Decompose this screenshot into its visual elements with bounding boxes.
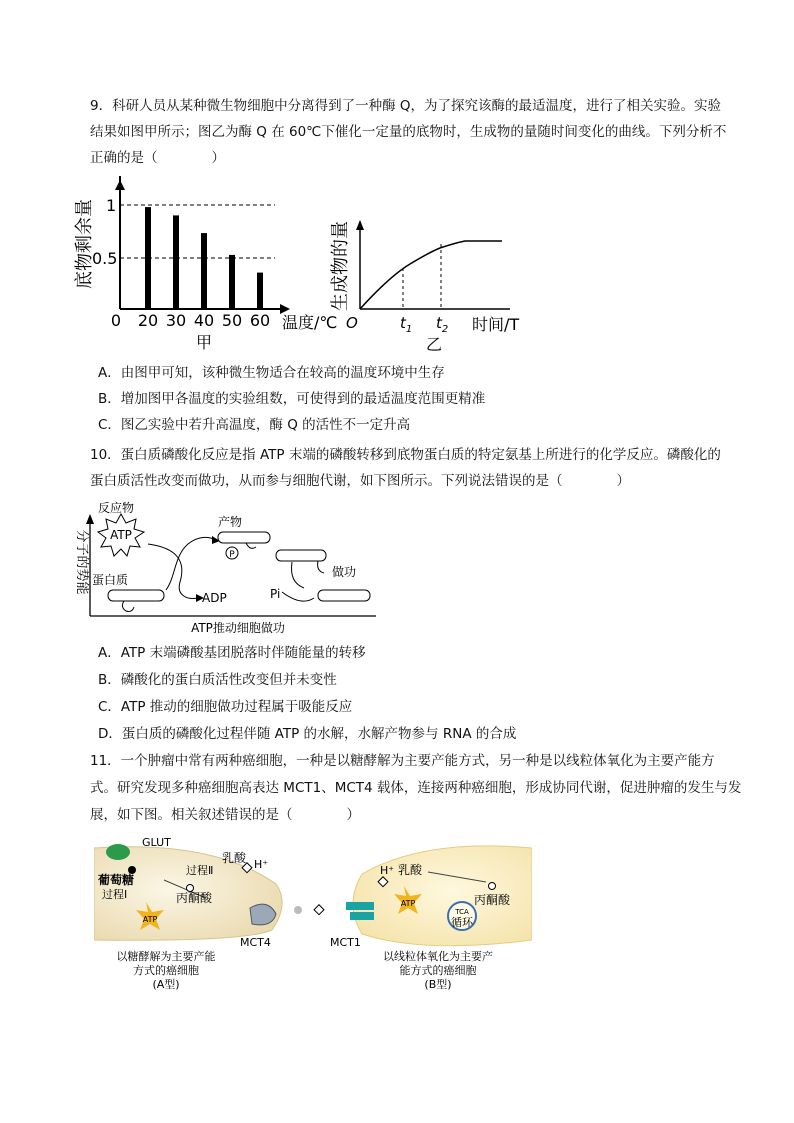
x-tick-40: 40 (193, 311, 215, 330)
y-axis-label: 底物剩余量 (74, 199, 95, 289)
product-label: 产物 (218, 515, 243, 529)
atp-a-label: ATP (142, 915, 158, 924)
x-tick-labels (111, 311, 270, 330)
protein-tail-icon (122, 601, 134, 612)
product-curve (360, 241, 502, 309)
t1-label: $t_1$ (400, 314, 413, 335)
tumor-cells-diagram (94, 834, 532, 996)
protein-hook-icon (246, 543, 256, 548)
extracellular-lactate-icon (314, 905, 324, 915)
work-arrow (292, 562, 305, 588)
q11-stem-line-1: 11．一个肿瘤中常有两种癌细胞，一种是以糖酵解为主要产能方式，另一种是以线粒体氧化为主要产能方 (90, 753, 715, 769)
origin-label: O (346, 314, 358, 332)
q10-option-d[interactable]: D．蛋白质的磷酸化过程伴随 ATP 的水解，水解产物参与 RNA 的合成 (98, 726, 517, 742)
y-axis-arrow (115, 180, 125, 190)
working-protein-icon (276, 550, 326, 561)
cycle-label: 循环 (451, 916, 473, 929)
lactate-a-label: 乳酸 (222, 851, 247, 865)
x-tick-30: 30 (165, 311, 187, 330)
caption-a-line-3: (A型) (152, 978, 180, 991)
phosphorylated-protein-icon (218, 532, 270, 543)
x-tick-20: 20 (137, 311, 159, 330)
bar-60 (257, 273, 263, 309)
potential-axis-label: 分子的势能 (74, 529, 89, 595)
x-tick-50: 50 (221, 311, 243, 330)
q10-option-c[interactable]: C．ATP 推动的细胞做功过程属于吸能反应 (98, 699, 353, 715)
potential-axis-arrow (86, 514, 94, 524)
mct1-transporter-icon-2 (350, 912, 374, 920)
q10-option-b[interactable]: B．磷酸化的蛋白质活性改变但并未变性 (98, 672, 337, 688)
final-protein-icon (318, 590, 370, 601)
caption-a-line-1: 以糖酵解为主要产能 (116, 950, 216, 963)
figure-caption-jia: 甲 (195, 333, 213, 352)
mct4-label: MCT4 (240, 936, 271, 949)
bar-30 (173, 215, 179, 309)
figure-yi-curve (330, 176, 540, 356)
q11-stem-line-2: 式。研究发现多种癌细胞高表达 MCT1、MCT4 载体，连接两种癌细胞，形成协同代谢，促进肿瘤的发生与发 (90, 780, 742, 796)
atp-work-diagram (68, 496, 388, 636)
hplus-b-label: H⁺ (380, 864, 395, 877)
lactate-b-label: 乳酸 (398, 863, 423, 877)
q9-option-b[interactable]: B．增加图甲各温度的实验组数，可使得到的最适温度范围更精准 (98, 391, 486, 407)
x-axis-label: 温度/℃ (282, 313, 338, 332)
figure-caption-atp: ATP推动细胞做功 (191, 621, 285, 635)
pyruvate-b-label: 丙酮酸 (474, 893, 511, 907)
q9-option-c[interactable]: C．图乙实验中若升高温度，酶 Q 的活性不一定升高 (98, 417, 411, 433)
process-1-label: 过程Ⅰ (102, 888, 128, 901)
figure-caption-yi: 乙 (425, 335, 443, 354)
pi-arrow (282, 592, 314, 601)
atp-label: ATP (110, 528, 132, 542)
pi-label: Pi (270, 587, 281, 601)
tca-label: TCA (455, 908, 469, 916)
q9-option-a[interactable]: A．由图甲可知，该种微生物适合在较高的温度环境中生存 (98, 365, 445, 381)
q11-stem-line-3: 展，如下图。相关叙述错误的是（ ） (90, 807, 360, 823)
pyruvate-b-icon (489, 883, 496, 890)
yi-x-axis-label: 时间/T (472, 315, 520, 334)
protein-label: 蛋白质 (92, 573, 129, 587)
x-tick-60: 60 (249, 311, 271, 330)
pyruvate-a-label: 丙酮酸 (176, 891, 213, 905)
q10-stem-line-1: 10．蛋白质磷酸化反应是指 ATP 末端的磷酸转移到底物蛋白质的特定氨基上所进行的化学反应。磷酸化的 (90, 447, 721, 463)
phosphate-label: P (229, 550, 235, 560)
work-label: 做功 (332, 565, 357, 579)
figure-jia-bar-chart (70, 176, 340, 356)
extracellular-molecule-icon (294, 906, 302, 914)
yi-y-axis-arrow (356, 220, 364, 230)
process-2-label: 过程Ⅱ (186, 864, 214, 877)
x-tick-0: 0 (110, 311, 122, 330)
reaction-arrow-2 (166, 537, 216, 590)
bar-50 (229, 255, 235, 309)
hplus-a-label: H⁺ (254, 858, 269, 871)
working-protein-tail-icon (318, 561, 324, 573)
ytick-1: 1 (106, 196, 117, 215)
q9-stem-line-3: 正确的是（ ） (90, 150, 225, 166)
q9-stem-line-1: 9．科研人员从某种微生物细胞中分离得到了一种酶 Q，为了探究该酶的最适温度，进行了相关实验。实验 (90, 98, 722, 114)
caption-a-line-2: 方式的癌细胞 (133, 964, 199, 977)
mct1-transporter-icon (346, 902, 374, 910)
reactant-label: 反应物 (98, 501, 135, 515)
atp-b-label: ATP (400, 899, 416, 908)
glut-label: GLUT (142, 836, 171, 849)
caption-b-line-1: 以线粒体氧化为主要产 (383, 950, 493, 963)
adp-label: ADP (202, 591, 227, 605)
ytick-0.5: 0.5 (92, 249, 118, 268)
caption-b-line-3: (B型) (424, 978, 452, 991)
glut-transporter-icon (106, 844, 130, 860)
t2-label: $t_2$ (436, 314, 449, 335)
yi-y-axis-label: 生成物的量 (330, 221, 351, 311)
q10-option-a[interactable]: A．ATP 末端磷酸基团脱落时伴随能量的转移 (98, 645, 366, 661)
caption-b-line-2: 能方式的癌细胞 (399, 964, 477, 977)
q10-stem-line-2: 蛋白质活性改变而做功，从而参与细胞代谢，如下图所示。下列说法错误的是（ ） (90, 473, 630, 489)
protein-cylinder-icon (108, 590, 164, 601)
mct1-label: MCT1 (330, 936, 361, 949)
bar-40 (201, 233, 207, 309)
glucose-label: 葡萄糖 (98, 873, 135, 887)
q9-stem-line-2: 结果如图甲所示；图乙为酶 Q 在 60℃下催化一定量的底物时，生成物的量随时间变化的曲线。下列分析不 (90, 124, 727, 140)
